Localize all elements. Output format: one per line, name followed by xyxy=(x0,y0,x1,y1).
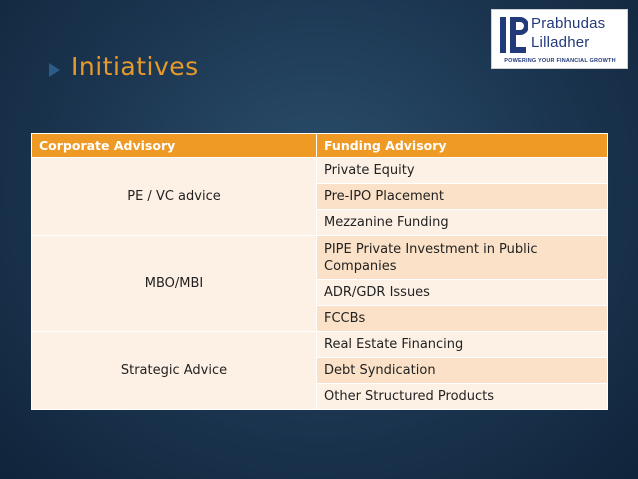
table-row xyxy=(32,332,608,358)
funding-advisory-cell: FCCBs xyxy=(317,306,608,332)
funding-advisory-cell: Debt Syndication xyxy=(317,358,608,384)
column-header-funding-advisory: Funding Advisory xyxy=(317,134,608,158)
corporate-advisory-cell: MBO/MBI xyxy=(32,236,317,332)
funding-advisory-cell: Private Equity xyxy=(317,158,608,184)
table-header-row xyxy=(32,134,608,158)
slide-title: Initiatives xyxy=(71,52,199,81)
funding-advisory-cell: Pre-IPO Placement xyxy=(317,184,608,210)
table-row xyxy=(32,236,608,280)
funding-advisory-cell: PIPE Private Investment in Public Companies xyxy=(317,236,608,280)
logo-name-line1: Prabhudas xyxy=(531,15,606,32)
funding-advisory-cell: Other Structured Products xyxy=(317,384,608,410)
corporate-advisory-cell: Strategic Advice xyxy=(32,332,317,410)
funding-advisory-cell: Real Estate Financing xyxy=(317,332,608,358)
funding-advisory-cell: ADR/GDR Issues xyxy=(317,280,608,306)
logo-tagline: POWERING YOUR FINANCIAL GROWTH xyxy=(504,58,616,64)
corporate-advisory-cell: PE / VC advice xyxy=(32,158,317,236)
company-logo xyxy=(491,9,628,69)
logo-name-line2: Lilladher xyxy=(531,34,590,51)
initiatives-table xyxy=(31,133,608,410)
table-row xyxy=(32,158,608,184)
title-bullet-icon xyxy=(49,63,60,77)
funding-advisory-cell: Mezzanine Funding xyxy=(317,210,608,236)
column-header-corporate-advisory: Corporate Advisory xyxy=(32,134,317,158)
logo-mark-icon xyxy=(498,15,528,55)
